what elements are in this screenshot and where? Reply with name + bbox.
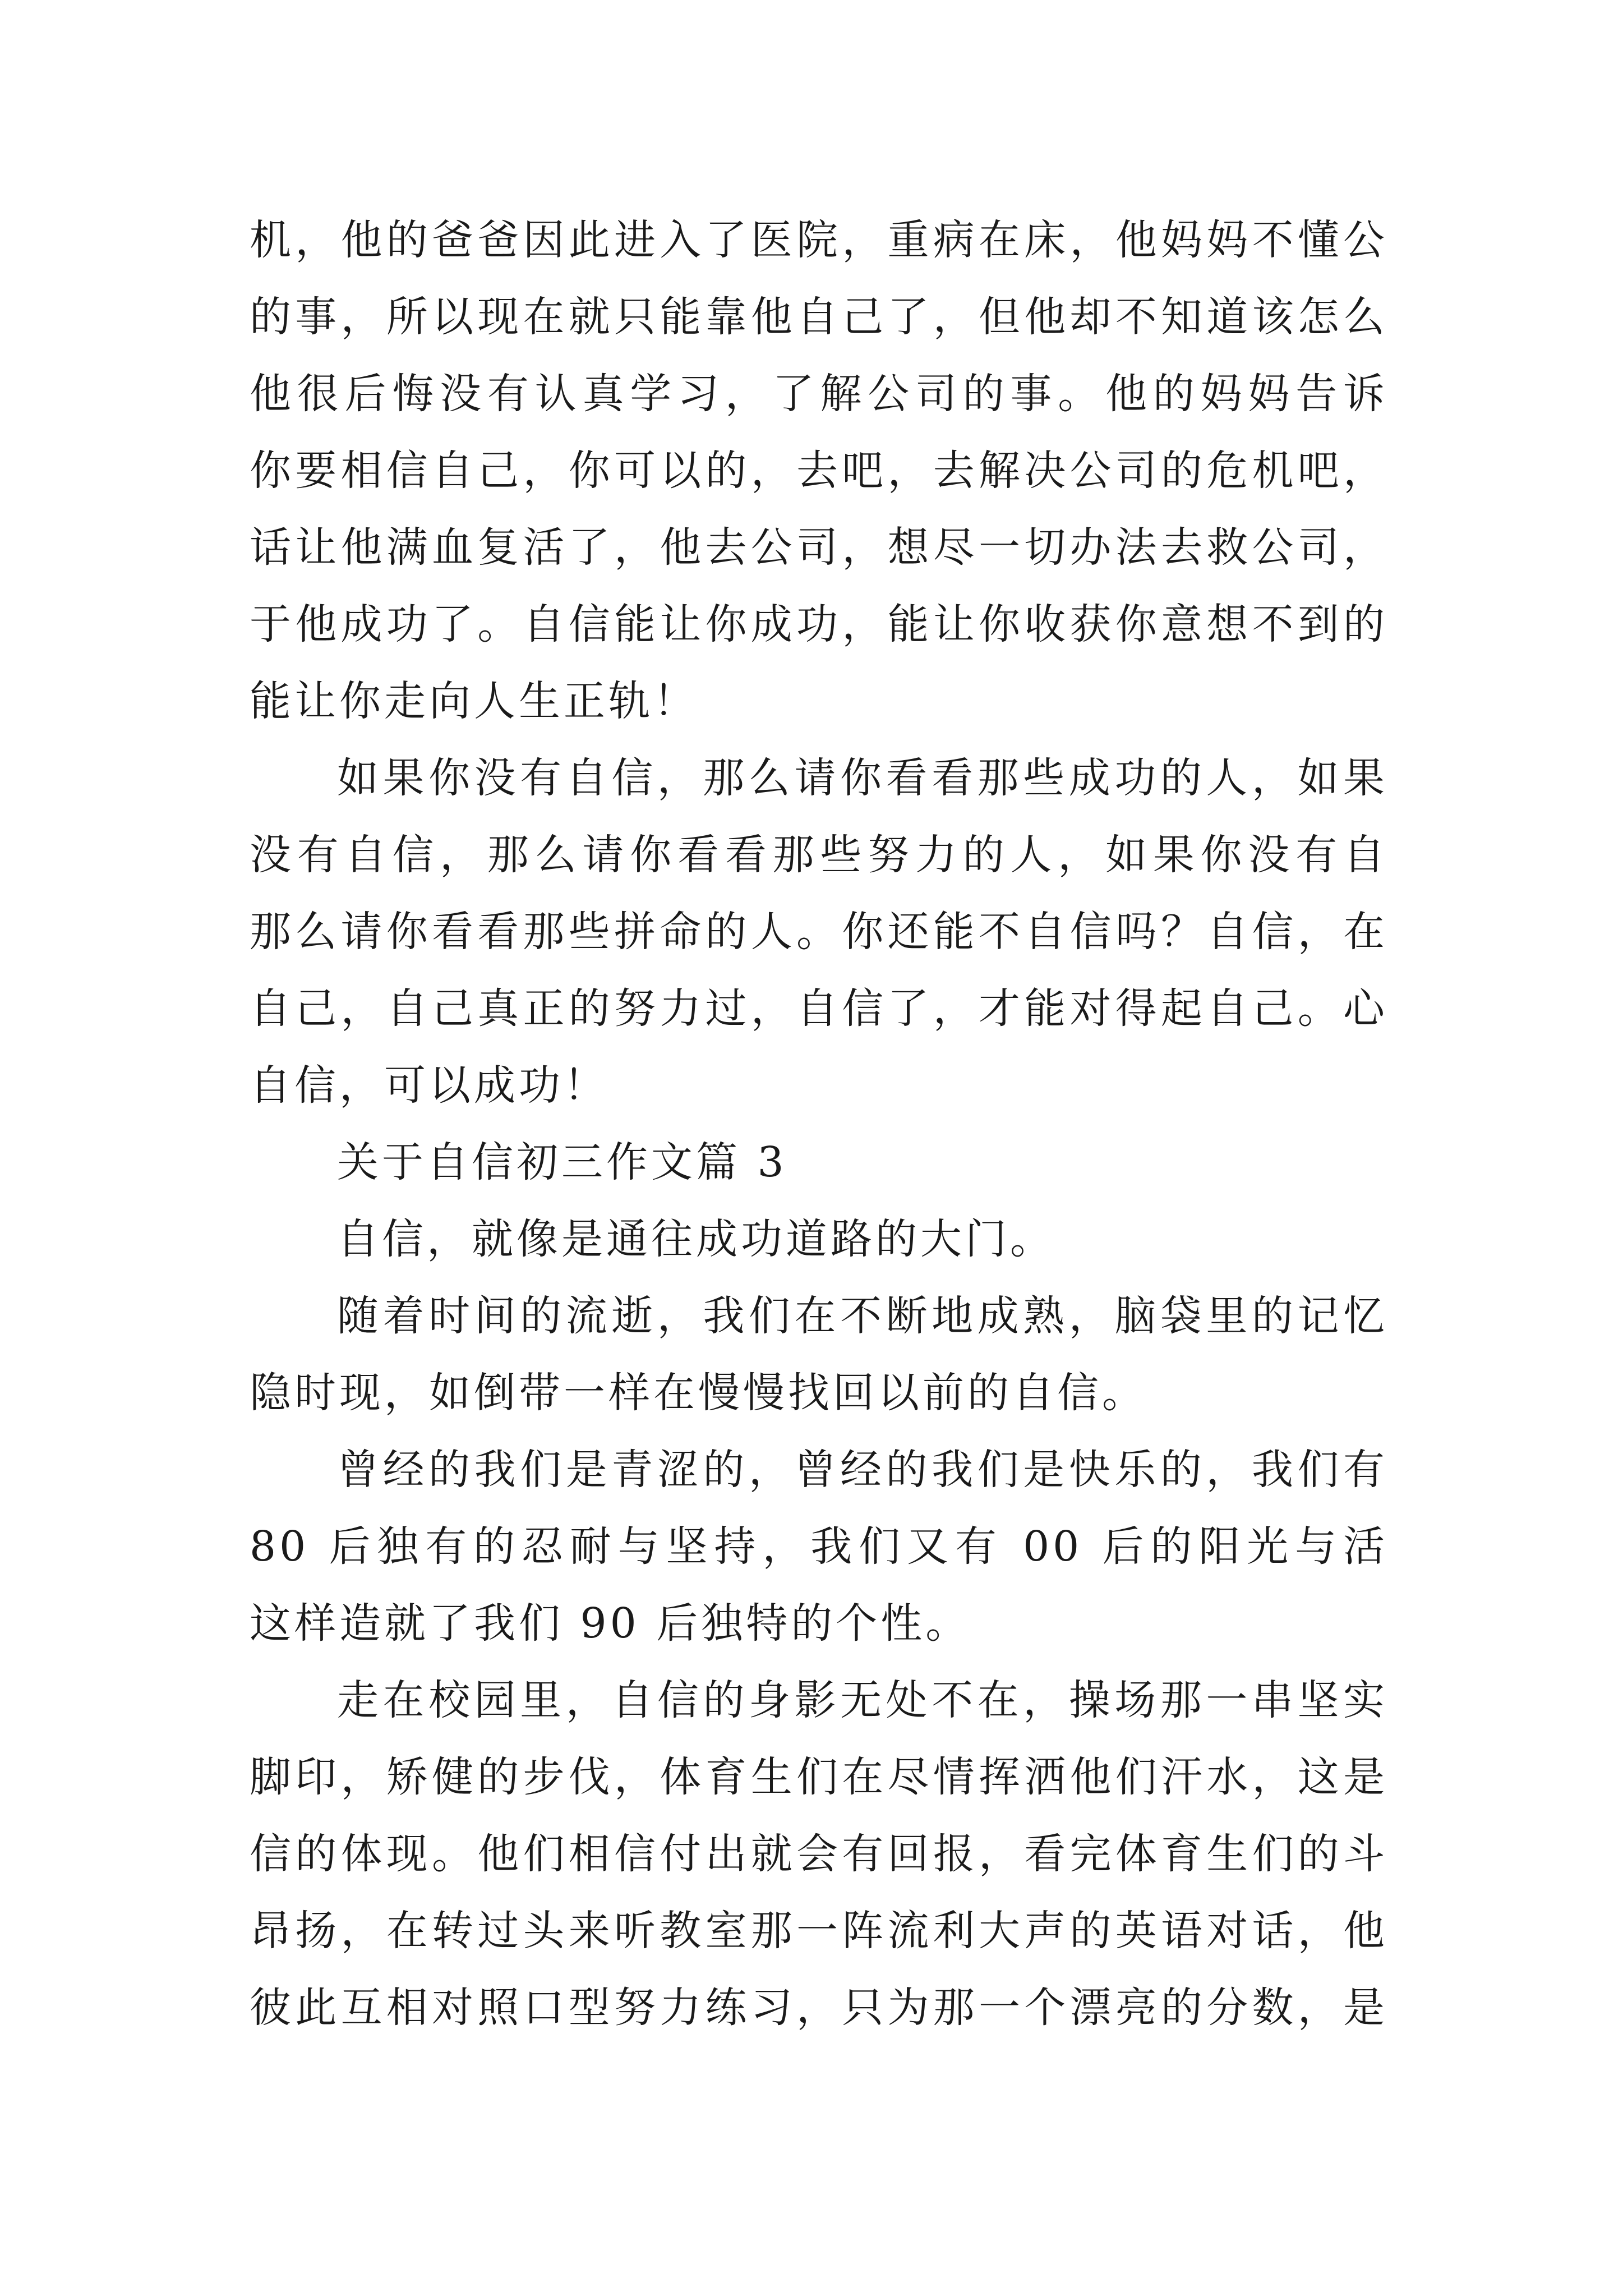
text-line: 曾经的我们是青涩的，曾经的我们是快乐的，我们有 — [337, 1446, 1388, 1494]
text-line: 自信，可以成功！ — [250, 1061, 608, 1110]
text-line: 随着时间的流逝，我们在不断地成熟，脑袋里的记忆 — [337, 1292, 1388, 1340]
text-line: 没有自信，那么请你看看那些努力的人，如果你没有自 — [250, 831, 1388, 879]
text-line: 那么请你看看那些拼命的人。你还能不自信吗？自信，在 — [250, 908, 1388, 956]
section-heading: 关于自信初三作文篇 3 — [337, 1138, 787, 1186]
text-line: 自信，就像是通往成功道路的大门。 — [337, 1215, 1055, 1263]
text-line: 机，他的爸爸因此进入了医院，重病在床，他妈妈不懂公 — [250, 216, 1388, 264]
text-line: 这样造就了我们 90 后独特的个性。 — [250, 1599, 971, 1648]
text-line: 你要相信自己，你可以的，去吧，去解决公司的危机吧， — [250, 447, 1388, 495]
text-line: 80 后独有的忍耐与坚持，我们又有 00 后的阳光与活 — [250, 1522, 1388, 1571]
text-line: 隐时现，如倒带一样在慢慢找回以前的自信。 — [250, 1369, 1147, 1417]
text-line: 昂扬，在转过头来听教室那一阵流利大声的英语对话，他 — [250, 1907, 1388, 1955]
text-line: 脚印，矫健的步伐，体育生们在尽情挥洒他们汗水，这是 — [250, 1753, 1388, 1801]
text-line: 自己，自己真正的努力过，自信了，才能对得起自己。心 — [250, 984, 1388, 1033]
text-line: 走在校园里，自信的身影无处不在，操场那一串坚实 — [337, 1676, 1388, 1724]
text-line: 彼此互相对照口型努力练习，只为那一个漂亮的分数，是 — [250, 1984, 1388, 2032]
text-line: 信的体现。他们相信付出就会有回报，看完体育生们的斗 — [250, 1830, 1388, 1878]
text-line: 于他成功了。自信能让你成功，能让你收获你意想不到的 — [250, 600, 1388, 648]
text-line: 如果你没有自信，那么请你看看那些成功的人，如果 — [337, 754, 1388, 802]
text-line: 能让你走向人生正轨！ — [250, 677, 698, 725]
text-line: 他很后悔没有认真学习，了解公司的事。他的妈妈告诉 — [250, 370, 1388, 418]
text-line: 话让他满血复活了，他去公司，想尽一切办法去救公司， — [250, 523, 1388, 572]
document-body — [250, 202, 1388, 2046]
text-line: 的事，所以现在就只能靠他自己了，但他却不知道该怎么 — [250, 293, 1388, 341]
